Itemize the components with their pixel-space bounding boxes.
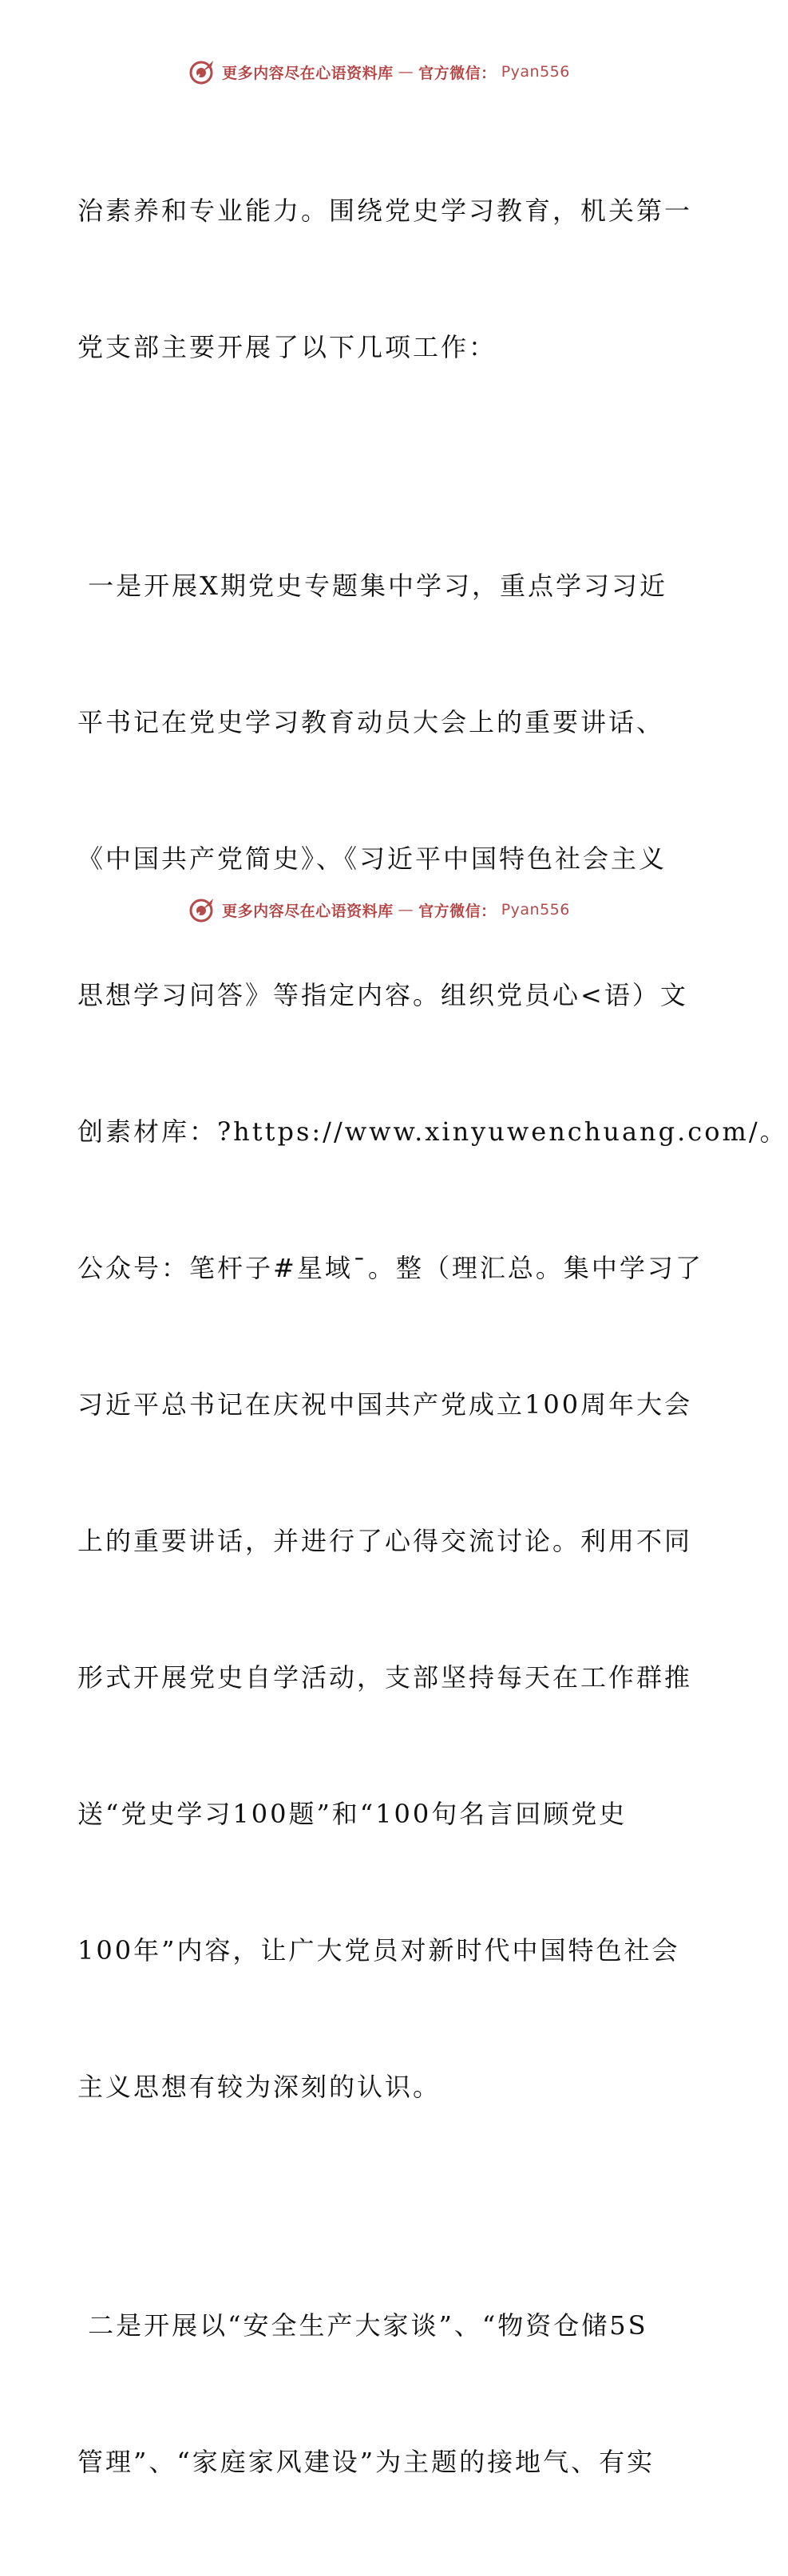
watermark-account: 官方微信： (418, 902, 497, 920)
text-line: 二是开展以“安全生产大家谈”、“物资仓储5S (77, 2310, 648, 2341)
header-watermark (0, 57, 758, 86)
text-line: 送“党史学习100题”和“100句名言回顾党史 (77, 1799, 628, 1829)
text-line: 思想学习问答》等指定内容。组织党员心<语）文 (77, 980, 688, 1010)
text-line: 治素养和专业能力。围绕党史学习教育，机关第一 (77, 196, 693, 226)
text-line: 主义思想有较为深刻的认识。 (77, 2072, 442, 2102)
watermark-separator: — (398, 63, 414, 81)
text-line: 一是开展X期党史专题集中学习，重点学习习近 (77, 571, 667, 601)
watermark-handle: Pyan556 (501, 901, 570, 919)
paragraph-item-one (77, 472, 788, 2201)
watermark-separator: — (398, 901, 414, 919)
text-line: 上的重要讲话，并进行了心得交流讨论。利用不同 (77, 1526, 693, 1556)
watermark-account: 官方微信： (418, 64, 497, 82)
text-line: 100年”内容，让广大党员对新时代中国特色社会 (77, 1935, 680, 1966)
text-line: 管理”、“家庭家风建设”为主题的接地气、有实 (77, 2447, 655, 2477)
footer-watermark (0, 895, 758, 924)
text-line: 《中国共产党简史》、《习近平中国特色社会主义 (77, 844, 667, 874)
watermark-handle: Pyan556 (501, 63, 570, 81)
text-line-url: 创素材库：?https://www.xinyuwenchuang.com/。 (77, 1116, 788, 1147)
paragraph-intro (77, 97, 693, 461)
paragraph-item-two (77, 2212, 684, 2576)
watermark-label: 更多内容尽在心语资料库 (222, 902, 394, 920)
text-line: 公众号：笔杆子#星域¯。整（理汇总。集中学习了 (77, 1253, 703, 1283)
quill-logo-icon (188, 58, 216, 85)
quill-logo-icon (188, 896, 216, 923)
watermark-label: 更多内容尽在心语资料库 (222, 64, 394, 82)
text-line: 习近平总书记在庆祝中国共产党成立100周年大会 (77, 1389, 693, 1420)
document-body (77, 97, 788, 2576)
text-line: 形式开展党史自学活动，支部坚持每天在工作群推 (77, 1662, 693, 1693)
text-line: 党支部主要开展了以下几项工作： (77, 332, 497, 362)
text-line: 平书记在党史学习教育动员大会上的重要讲话、 (77, 707, 665, 737)
